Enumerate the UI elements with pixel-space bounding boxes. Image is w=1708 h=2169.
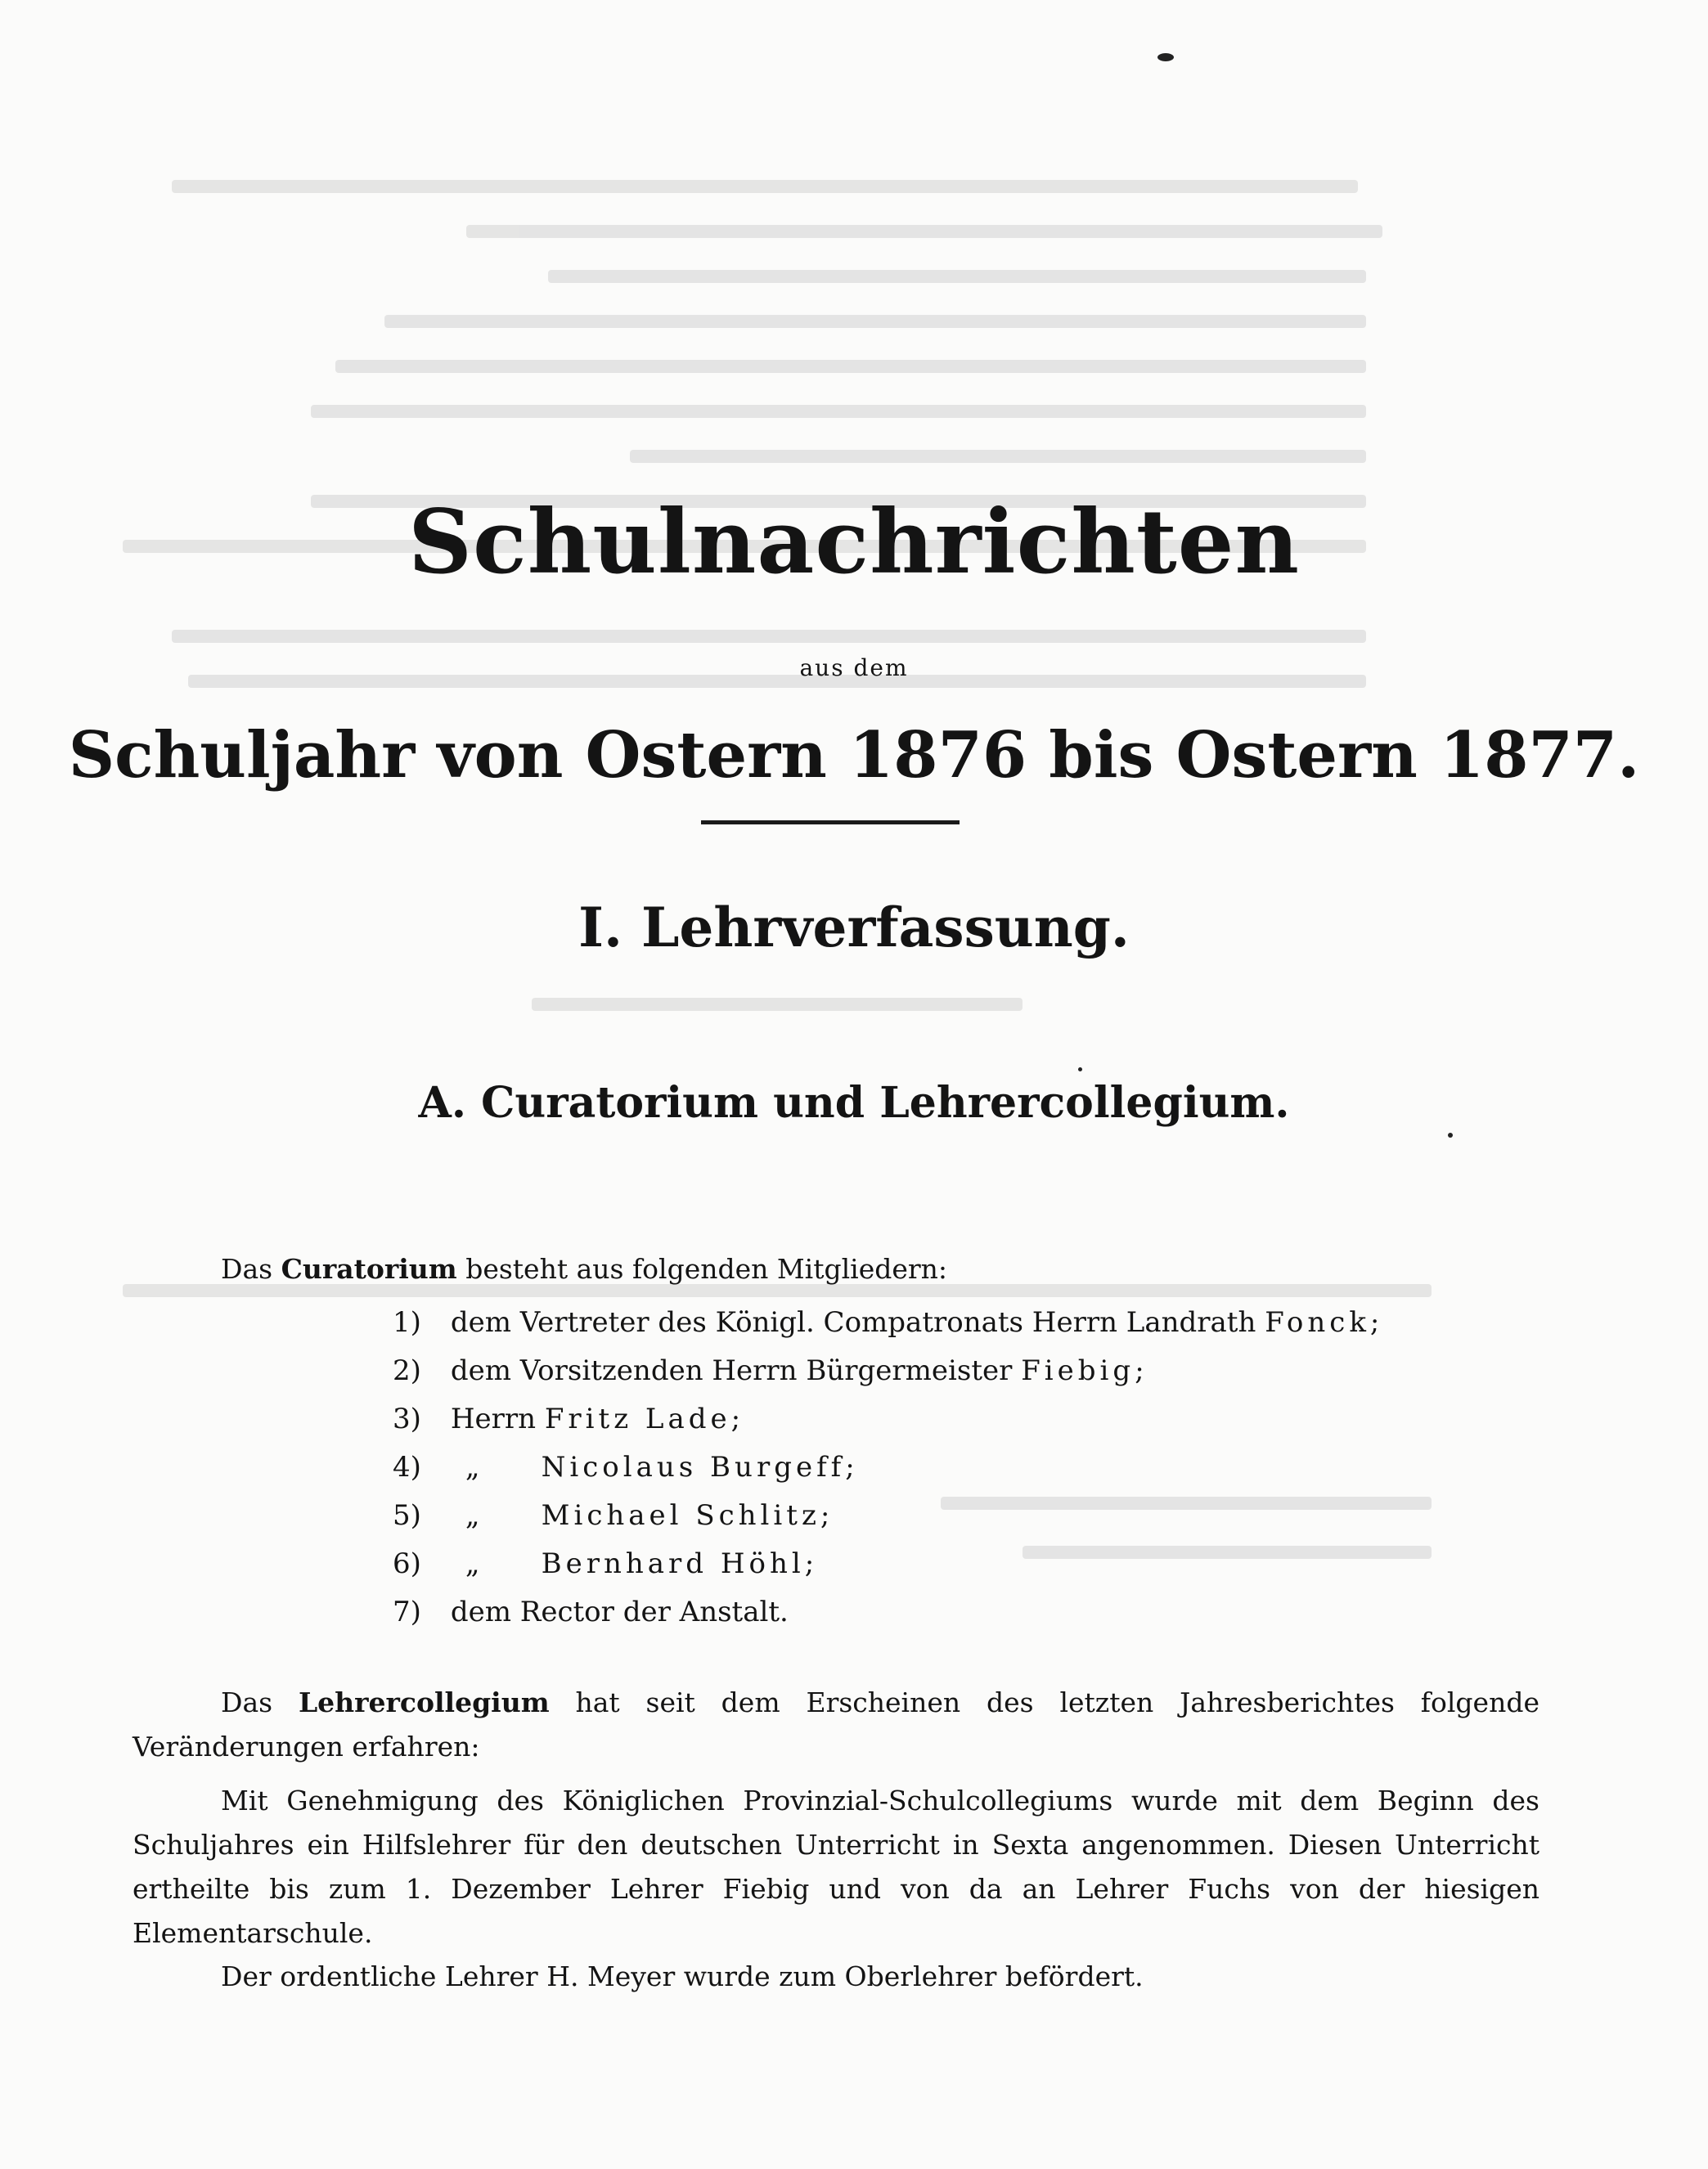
item-text: dem Vorsitzenden Herrn Bürgermeister	[450, 1354, 1013, 1387]
page-title: Schulnachrichten	[408, 491, 1300, 594]
list-item	[393, 1354, 1538, 1403]
section-heading	[0, 896, 1708, 959]
intro-suffix: besteht aus folgenden Mitgliedern:	[465, 1253, 948, 1285]
item-number: 4)	[393, 1451, 421, 1484]
curatorium-members-list	[393, 1306, 1538, 1644]
section-numeral: I.	[578, 896, 623, 959]
ink-speck	[1448, 1133, 1453, 1138]
intro-prefix: Das	[221, 1253, 273, 1285]
title-divider	[701, 820, 960, 824]
genehmigung-text: Mit Genehmigung des Königlichen Provinzial-Schulcollegiums wurde mit dem Beginn des Schuljahres ein Hilfslehrer für den deutschen Unterricht in Sexta angenommen. Diesen Unterricht ertheilte bis zum 1. Dezember Lehrer Fiebig und von da an Lehrer Fuchs von der hiesigen Elementarschule.	[133, 1785, 1539, 1949]
item-name: Fonck;	[1265, 1306, 1384, 1339]
curatorium-intro	[221, 1253, 948, 1285]
lehrercollegium-text	[133, 1681, 1539, 1769]
item-name: Michael Schlitz;	[541, 1499, 834, 1532]
ink-speck	[1078, 1067, 1082, 1071]
list-item	[393, 1547, 1538, 1596]
item-name: Fiebig;	[1021, 1354, 1148, 1387]
item-number: 2)	[393, 1354, 421, 1387]
item-number: 1)	[393, 1306, 421, 1339]
item-name: Fritz Lade;	[544, 1403, 745, 1435]
subsection-letter: A.	[418, 1078, 466, 1128]
ditto-mark: „	[465, 1451, 480, 1484]
title-connector: aus dem	[799, 654, 909, 681]
lehrercollegium-paragraph	[133, 1681, 1539, 1769]
lehrercollegium-rest: hat seit dem Erscheinen des letzten Jahresberichtes folgende Veränderungen erfahren:	[133, 1686, 1539, 1763]
subsection-heading	[0, 1078, 1708, 1128]
list-item	[393, 1451, 1538, 1499]
meyer-text: Der ordentliche Lehrer H. Meyer wurde zum Oberlehrer befördert.	[221, 1960, 1144, 1992]
list-item	[393, 1403, 1538, 1451]
item-name: Bernhard Höhl;	[541, 1547, 819, 1580]
ditto-mark: „	[465, 1547, 480, 1580]
item-number: 7)	[393, 1596, 421, 1628]
list-item	[393, 1499, 1538, 1547]
list-item	[393, 1306, 1538, 1354]
item-text: dem Vertreter des Königl. Compatronats Herrn Landrath	[450, 1306, 1256, 1339]
item-number: 3)	[393, 1403, 421, 1435]
item-number: 5)	[393, 1499, 421, 1532]
list-item	[393, 1596, 1538, 1644]
ink-speck	[1157, 53, 1174, 61]
item-text: Herrn	[450, 1403, 536, 1435]
section-title: Lehrverfassung.	[641, 896, 1130, 959]
lehrercollegium-prefix: Das	[221, 1686, 273, 1718]
genehmigung-paragraph	[133, 1779, 1539, 1956]
lehrercollegium-keyword: Lehrercollegium	[298, 1686, 550, 1718]
page-subtitle: Schuljahr von Ostern 1876 bis Ostern 1877.	[68, 718, 1640, 793]
item-number: 6)	[393, 1547, 421, 1580]
item-text: dem Rector der Anstalt.	[450, 1596, 789, 1628]
meyer-paragraph	[133, 1955, 1539, 1999]
ditto-mark: „	[465, 1499, 480, 1532]
intro-keyword: Curatorium	[281, 1253, 457, 1285]
subsection-title: Curatorium und Lehrercollegium.	[481, 1078, 1290, 1128]
item-name: Nicolaus Burgeff;	[541, 1451, 859, 1484]
